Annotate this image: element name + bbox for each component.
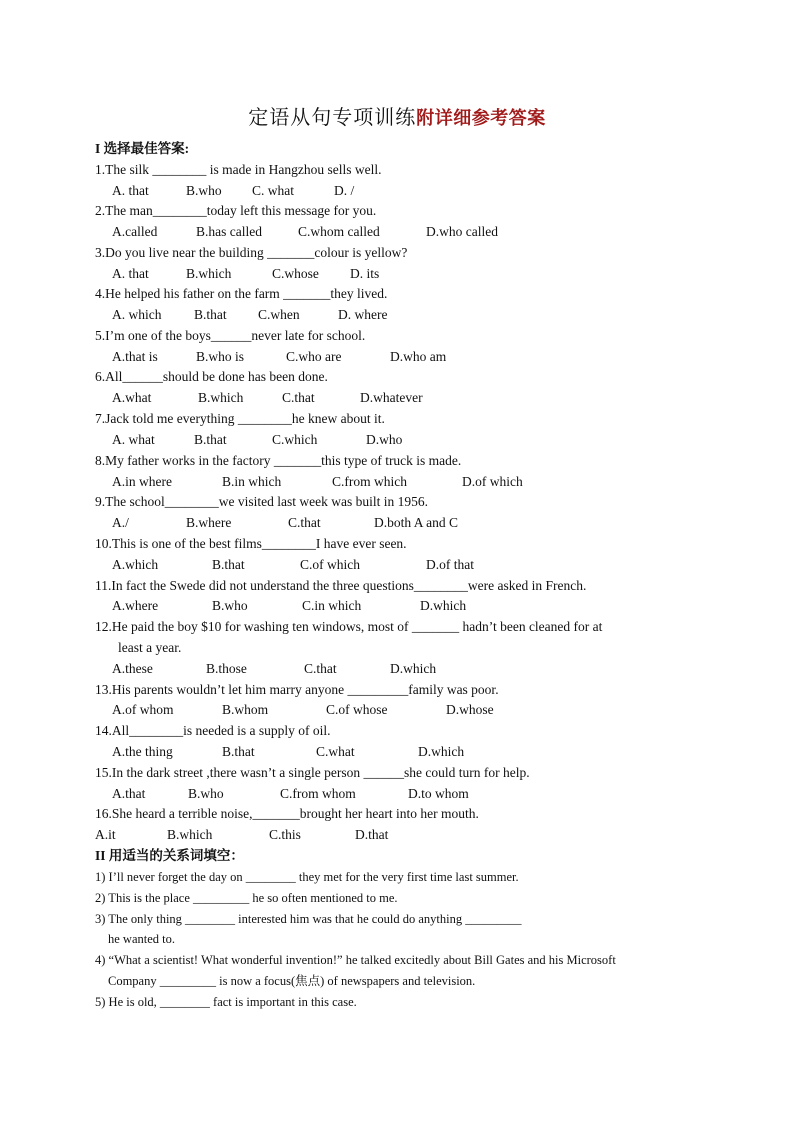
option-a: A.called [112, 224, 158, 239]
option-c: C.from whom [280, 786, 356, 801]
fill-item-3-continued: he wanted to. [108, 932, 175, 946]
option-a: A. which [112, 307, 162, 322]
option-c: C.this [269, 827, 301, 842]
page-title [0, 104, 794, 132]
question-2: 2.The man________today left this message for you. [95, 203, 377, 218]
fill-item-5: 5) He is old, ________ fact is important in this case. [95, 995, 357, 1009]
option-a: A.the thing [112, 744, 173, 759]
option-b: B.which [186, 266, 232, 281]
question-1: 1.The silk ________ is made in Hangzhou sells well. [95, 162, 382, 177]
option-c: C.that [288, 515, 321, 530]
option-d: D.which [390, 661, 437, 676]
fill-item-2: 2) This is the place _________ he so often mentioned to me. [95, 891, 398, 905]
option-b: B.which [198, 390, 244, 405]
option-c: C.of which [300, 557, 360, 572]
option-d: D.whatever [360, 390, 423, 405]
option-d: D.whose [446, 702, 494, 717]
option-d: D. its [350, 266, 380, 281]
option-d: D.of which [462, 474, 523, 489]
option-a: A.that [112, 786, 146, 801]
option-a: A.which [112, 557, 159, 572]
option-a: A. that [112, 266, 149, 281]
option-b: B.has called [196, 224, 262, 239]
option-a: A.that is [112, 349, 158, 364]
option-d: D.of that [426, 557, 474, 572]
option-a: A. that [112, 183, 149, 198]
option-c: C. what [252, 183, 294, 198]
option-b: B.in which [222, 474, 282, 489]
option-c: C.that [304, 661, 337, 676]
option-d: D.which [420, 598, 467, 613]
option-b: B.who [212, 598, 248, 613]
option-b: B.whom [222, 702, 269, 717]
question-14: 14.All________is needed is a supply of oil. [95, 723, 331, 738]
question-6: 6.All______should be done has been done. [95, 369, 328, 384]
option-c: C.when [258, 307, 300, 322]
question-7: 7.Jack told me everything ________he knew about it. [95, 411, 385, 426]
fill-item-4: 4) “What a scientist! What wonderful invention!” he talked excitedly about Bill Gates and his Microsoft [95, 953, 616, 967]
question-4: 4.He helped his father on the farm _______they lived. [95, 286, 388, 301]
option-c: C.whom called [298, 224, 380, 239]
fill-item-3: 3) The only thing ________ interested him was that he could do anything _________ [95, 912, 522, 926]
option-b: B.where [186, 515, 232, 530]
question-8: 8.My father works in the factory _______this type of truck is made. [95, 453, 462, 468]
option-d: D. / [334, 183, 355, 198]
option-b: B.that [194, 432, 227, 447]
question-16: 16.She heard a terrible noise,_______brought her heart into her mouth. [95, 806, 479, 821]
option-d: D.that [355, 827, 389, 842]
option-a: A.of whom [112, 702, 174, 717]
option-b: B.who is [196, 349, 245, 364]
question-11: 11.In fact the Swede did not understand the three questions________were asked in French. [95, 578, 587, 593]
option-c: C.which [272, 432, 318, 447]
option-d: D.who am [390, 349, 447, 364]
question-12: 12.He paid the boy $10 for washing ten windows, most of _______ hadn’t been cleaned for at [95, 619, 603, 634]
option-a: A./ [112, 515, 129, 530]
option-b: B.that [212, 557, 245, 572]
option-a: A.in where [112, 474, 172, 489]
question-12-continued: least a year. [118, 640, 182, 655]
option-d: D.which [418, 744, 465, 759]
section-1-heading: I 选择最佳答案: [95, 141, 190, 156]
option-c: C.what [316, 744, 355, 759]
option-d: D.who called [426, 224, 498, 239]
section-2-heading: II 用适当的关系词填空： [95, 848, 244, 863]
question-13: 13.His parents wouldn’t let him marry anyone _________family was poor. [95, 682, 499, 697]
title-main: 定语从句专项训练 [248, 107, 417, 129]
option-c: C.from which [332, 474, 407, 489]
option-b: B.those [206, 661, 247, 676]
option-b: B.who [188, 786, 224, 801]
option-c: C.who are [286, 349, 342, 364]
option-c: C.in which [302, 598, 362, 613]
question-9: 9.The school________we visited last week was built in 1956. [95, 494, 428, 509]
question-3: 3.Do you live near the building _______colour is yellow? [95, 245, 408, 260]
fill-item-4-continued: Company _________ is now a focus(焦点) of newspapers and television. [108, 974, 476, 988]
option-c: C.of whose [326, 702, 388, 717]
option-a: A.these [112, 661, 153, 676]
option-b: B.which [167, 827, 213, 842]
option-d: D.both A and C [374, 515, 459, 530]
option-b: B.who [186, 183, 222, 198]
question-10: 10.This is one of the best films________I have ever seen. [95, 536, 407, 551]
option-a: A.it [95, 827, 116, 842]
option-a: A.what [112, 390, 152, 405]
option-d: D. where [338, 307, 388, 322]
option-c: C.that [282, 390, 315, 405]
option-d: D.to whom [408, 786, 469, 801]
option-d: D.who [366, 432, 403, 447]
option-b: B.that [194, 307, 227, 322]
option-c: C.whose [272, 266, 319, 281]
fill-item-1: 1) I’ll never forget the day on ________ they met for the very first time last summer. [95, 870, 519, 884]
question-5: 5.I’m one of the boys______never late for school. [95, 328, 366, 343]
question-15: 15.In the dark street ,there wasn’t a single person ______she could turn for help. [95, 765, 530, 780]
option-a: A.where [112, 598, 159, 613]
title-accent: 附详细参考答案 [416, 108, 546, 128]
option-a: A. what [112, 432, 155, 447]
option-b: B.that [222, 744, 255, 759]
